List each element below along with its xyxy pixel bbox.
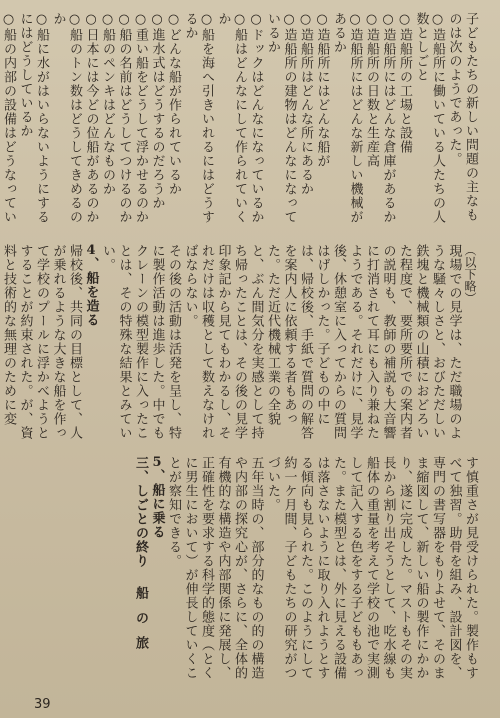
- body-paragraph: す慎重さが見受けられた。製作もすべて独習。助骨を組み、設計図を、専門の書写器をもりよせて、そのまま縮図して、新しい船の製作にかかり、遂に完成した。マストもその実長から割り出そうとして、吃水線も船体の重量を考えて学校の池で実測して記入する色をする子どももあった。また模型とは、外に見える設備は落さないように取り入れようとする傾向も見られた。このようにして約一ケ月間、子どもたちの研究がつづいた。: [265, 456, 478, 680]
- question-item: ○ 船に水がはいらないようにするにはどうしているか: [16, 12, 49, 232]
- chapter-heading: 三、しごとの終り船の旅: [133, 456, 148, 661]
- question-item: ○ 造船所にはどんな新しい機械があるか: [330, 12, 363, 232]
- omission-note: （以下略）: [463, 244, 477, 304]
- question-list-section: [1, 12, 478, 232]
- question-item: ○ 造船所の日数と生産高: [363, 12, 380, 232]
- subsection-heading: 4、船を造る: [83, 244, 99, 327]
- question-item: ○ 船を海へ引きいれるにはどうするか: [181, 12, 214, 232]
- body-section-middle: [1, 244, 478, 452]
- body-paragraph: 帰校後、共同の目標として、人が乗れるような大きな船を作って学校のプールに浮かべようとすることが約束された。が、資料と技術的な無理のために変: [1, 244, 82, 440]
- question-item: ○ 船のペンキはどんなものか: [99, 12, 116, 232]
- question-item: ○ 造船所の工場と設備: [396, 12, 413, 232]
- question-item: ○ 船の名前はどうしてつけるのか: [115, 12, 132, 232]
- question-item: ○ どんな船が作られているか: [165, 12, 182, 232]
- question-item: ○ 日本には今どの位船があるのか: [82, 12, 99, 232]
- question-item: ○ 船の内部の設備はどうなってい: [0, 12, 16, 232]
- question-item: ○ 進水式はどうするのだろうか: [148, 12, 165, 232]
- body-paragraph: 五年当時の、部分的なもの的の構造や内部の探究心が、さらに、全体的有機的な構造や内部関係に発展し、正確性を要求する科学的態度（とくに男生において）が伸長していくことが察知できる。: [166, 456, 264, 680]
- question-item: ○ 造船所にはどんな倉庫があるか: [379, 12, 396, 232]
- question-item: ○ 船のトン数はどうしてきめるのか: [49, 12, 82, 232]
- question-item: ○ 造船所はどんな所にあるか: [297, 12, 314, 232]
- question-item: ○ 造船所の建物はどんなになっているか: [264, 12, 297, 232]
- question-item: ○ 造船所に働いている人たちの人数としごと: [412, 12, 445, 232]
- body-paragraph: その後の活動は活発を呈し、特に製作活動は進歩した。中でもクレーンの模型製作に入ったことは、その特殊な結果とみていい。: [100, 244, 181, 440]
- question-item: ○ 重い船をどうして浮かせるのか: [132, 12, 149, 232]
- page-number: 39: [34, 697, 51, 712]
- question-item: ○ ドックはどんなになっているか: [247, 12, 264, 232]
- body-section-bottom: [22, 456, 478, 692]
- question-item: ○ 船はどんなにして作られていくか: [214, 12, 247, 232]
- question-item: ○ 造船所にはどんな船が: [313, 12, 330, 232]
- intro-paragraph: 子どもたちの新しい問題の主なものは次のようであった。: [446, 12, 478, 222]
- body-paragraph: 現場での見学は、ただ職場のような騒々しさと、おびただしい鉄塊と機械類の山積におどろいた程度で、要所要所での案内者の説明も、教師の補説も大音響に打消されて耳にも入り兼ねたようである。それだけに、見学後、休憩室に入ってからの質問はげしかった。子どもの中には、帰校後、手紙で質問の解答を案内人に依頼する者もあった。ただ近代機械工業の全貌と、ぶん間気分を実感として持ち帰ったことは、その後の見学印象記から見てもわかるし、それだけは収穫として数えなければならない。: [182, 244, 462, 440]
- subsection-heading: 5、船に乗る: [149, 456, 165, 539]
